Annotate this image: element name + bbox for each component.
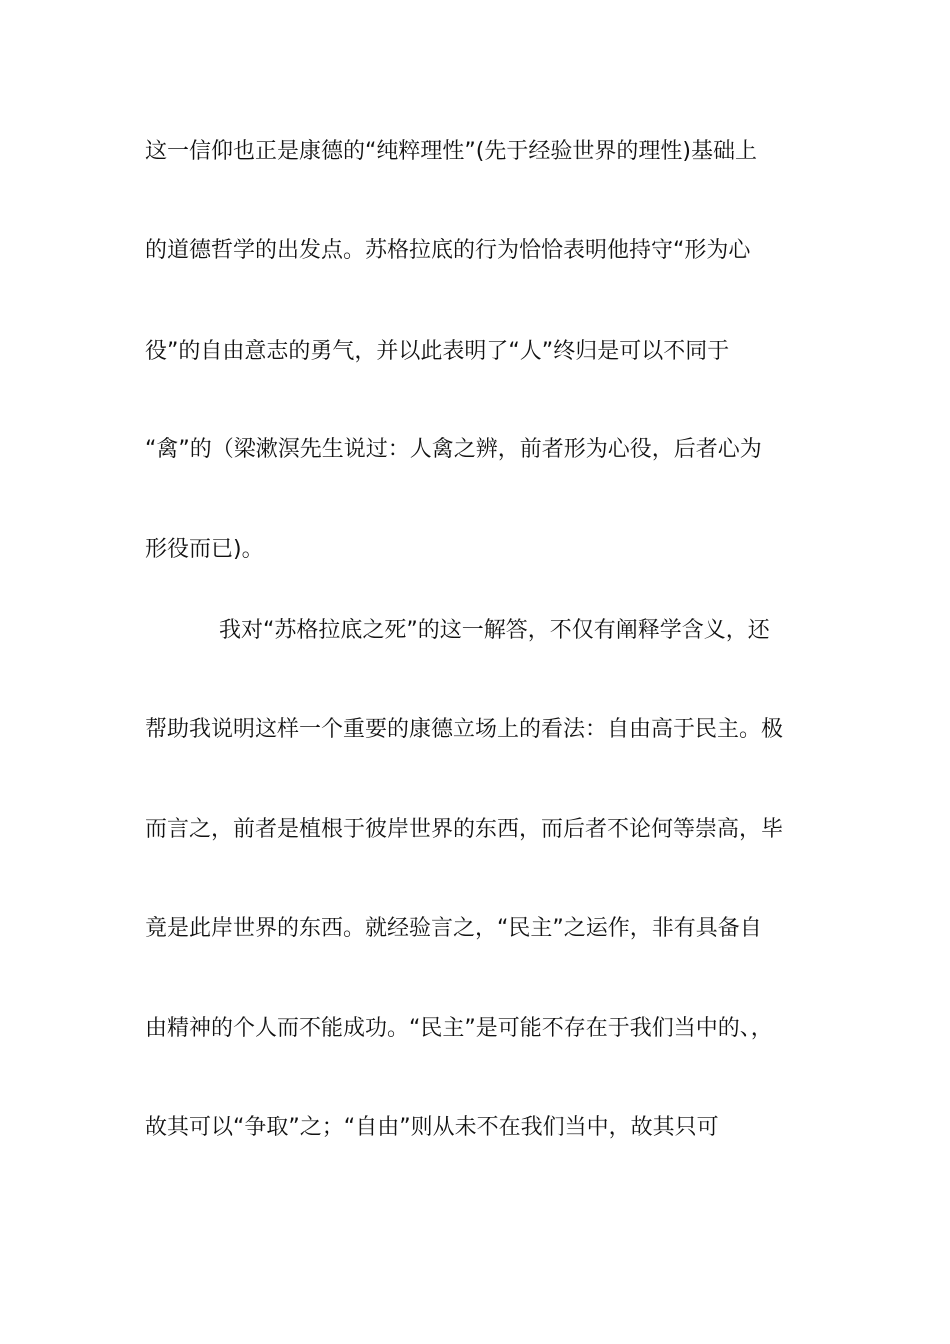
text-line: 这一信仰也正是康德的“纯粹理性”(先于经验世界的理性)基础上: [145, 139, 757, 164]
text-line: 而言之，前者是植根于彼岸世界的东西，而后者不论何等崇高，毕: [145, 817, 784, 842]
text-line: 的道德哲学的出发点。苏格拉底的行为恰恰表明他持守“形为心: [145, 238, 751, 263]
text-line: 形役而已)。: [145, 537, 264, 562]
text-line: 故其可以“争取”之；“自由”则从未不在我们当中，故其只可: [145, 1115, 719, 1140]
text-line: 竟是此岸世界的东西。就经验言之，“民主”之运作，非有具备自: [145, 916, 762, 941]
text-line: 帮助我说明这样一个重要的康德立场上的看法：自由高于民主。极: [145, 717, 784, 742]
text-line: 役”的自由意志的勇气，并以此表明了“人”终归是可以不同于: [145, 339, 730, 364]
paragraph-first-line: 我对“苏格拉底之死”的这一解答，不仅有阐释学含义，还: [219, 618, 770, 643]
text-line: “禽”的（梁漱溟先生说过：人禽之辨，前者形为心役，后者心为: [145, 437, 762, 462]
text-line: 由精神的个人而不能成功。“民主”是可能不存在于我们当中的、，: [145, 1016, 773, 1041]
